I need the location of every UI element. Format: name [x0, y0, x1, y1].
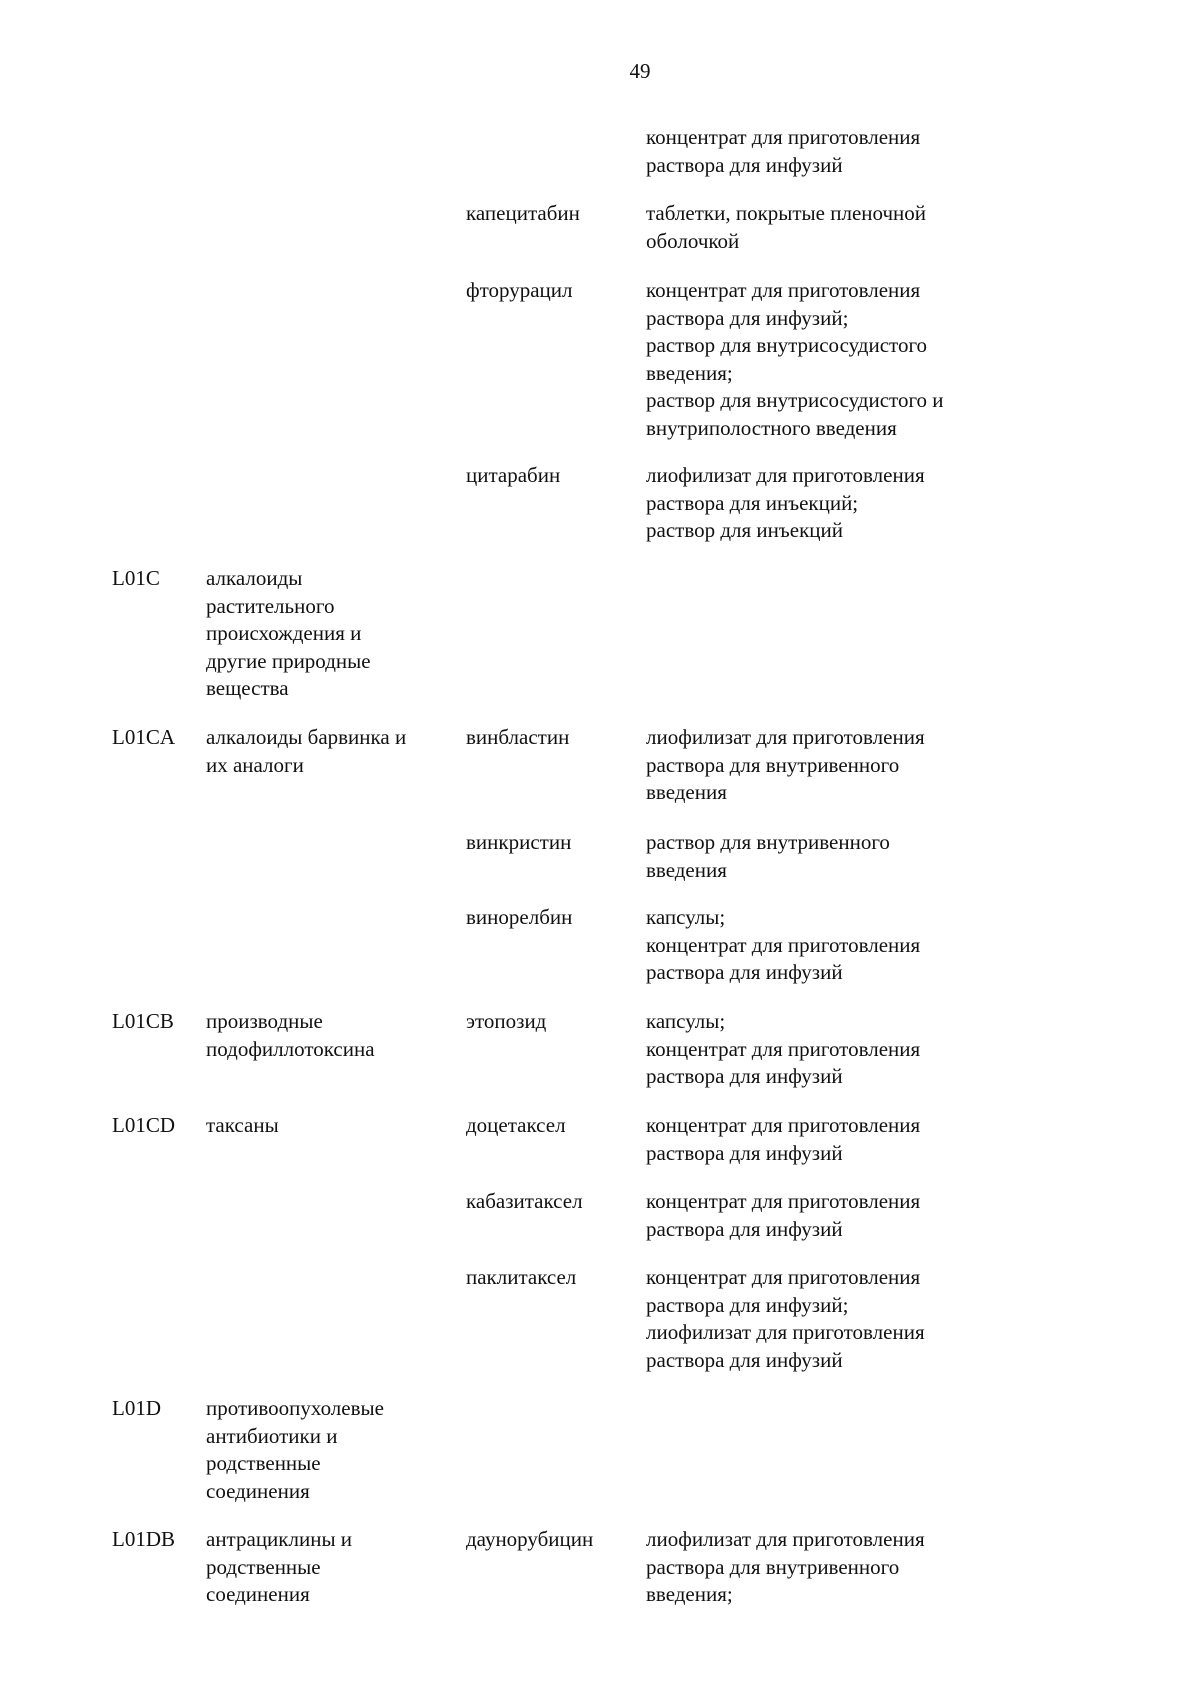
drug-name: капецитабин	[466, 201, 580, 225]
drug-name: винорелбин	[466, 905, 573, 929]
table-row	[0, 277, 1200, 462]
dosage-form: капсулы; концентрат для приготовления раствора для инфузий	[646, 905, 921, 984]
dosage-form: лиофилизат для приготовления раствора для инъекций; раствор для инъекций	[646, 463, 925, 542]
atc-code: L01DB	[112, 1527, 175, 1551]
drug-name: винкристин	[466, 830, 572, 854]
table-row	[0, 565, 1200, 724]
table-row	[0, 200, 1200, 277]
drug-name: доцетаксел	[466, 1113, 566, 1137]
table-row	[0, 829, 1200, 904]
dosage-form: лиофилизат для приготовления раствора для внутривенного введения	[646, 725, 925, 804]
drug-name: фторурацил	[466, 278, 573, 302]
atc-code: L01D	[112, 1396, 161, 1420]
group-name: производные подофиллотоксина	[206, 1009, 375, 1061]
dosage-form: таблетки, покрытые пленочной оболочкой	[646, 201, 927, 253]
drug-name: этопозид	[466, 1009, 547, 1033]
table-row	[0, 462, 1200, 565]
table-row	[0, 124, 1200, 200]
atc-code: L01C	[112, 566, 160, 590]
dosage-form: концентрат для приготовления раствора для инфузий	[646, 1189, 921, 1241]
table-row	[0, 1008, 1200, 1112]
dosage-form: капсулы; концентрат для приготовления раствора для инфузий	[646, 1009, 921, 1088]
atc-code: L01CA	[112, 725, 175, 749]
table-row	[0, 1264, 1200, 1395]
dosage-form: лиофилизат для приготовления раствора для внутривенного введения;	[646, 1527, 925, 1606]
table-row	[0, 1112, 1200, 1188]
dosage-form: концентрат для приготовления раствора для инфузий; раствор для внутрисосудистого введения; раствор для внутрисосудистого и внутриполостного введения	[646, 278, 944, 440]
drug-name: винбластин	[466, 725, 570, 749]
drug-name: даунорубицин	[466, 1527, 594, 1551]
table-row	[0, 1395, 1200, 1526]
drug-name: цитарабин	[466, 463, 561, 487]
atc-code: L01CD	[112, 1113, 175, 1137]
dosage-form: концентрат для приготовления раствора для инфузий	[646, 125, 921, 177]
table-row	[0, 724, 1200, 829]
group-name: противоопухолевые антибиотики и родственные соединения	[206, 1396, 384, 1503]
page-number: 49	[629, 59, 651, 83]
group-name: алкалоиды растительного происхождения и другие природные вещества	[206, 566, 371, 700]
group-name: антрациклины и родственные соединения	[206, 1527, 353, 1606]
group-name: алкалоиды барвинка и их аналоги	[206, 725, 407, 777]
dosage-form: раствор для внутривенного введения	[646, 830, 890, 882]
table-row	[0, 904, 1200, 1008]
dosage-form: концентрат для приготовления раствора для инфузий; лиофилизат для приготовления раствора для инфузий	[646, 1265, 925, 1372]
dosage-form: концентрат для приготовления раствора для инфузий	[646, 1113, 921, 1165]
drug-name: кабазитаксел	[466, 1189, 583, 1213]
atc-code: L01CB	[112, 1009, 174, 1033]
table-row	[0, 1188, 1200, 1264]
drug-name: паклитаксел	[466, 1265, 577, 1289]
group-name: таксаны	[206, 1113, 279, 1137]
table-row	[0, 1526, 1200, 1616]
drug-table	[0, 124, 1200, 1616]
